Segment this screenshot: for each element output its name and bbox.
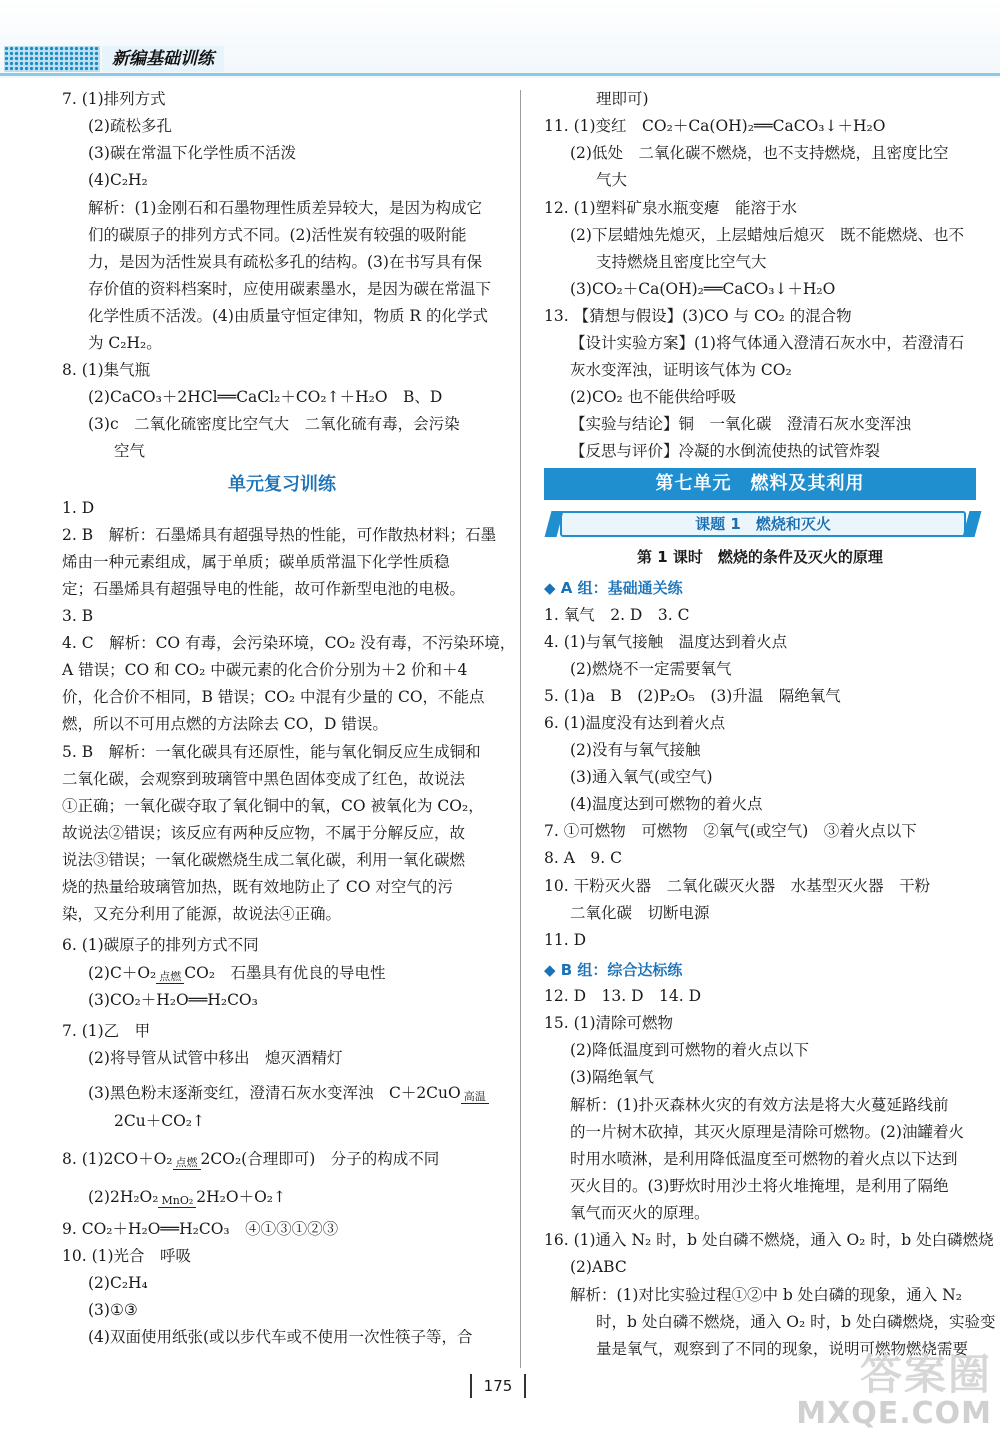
equation-8-2 xyxy=(88,1186,286,1214)
lesson-title-box: 课题 1 燃烧和灭火 xyxy=(560,511,966,537)
answer-line: (2)下层蜡烛先熄灭，上层蜡烛后熄灭 既不能燃烧、也不 xyxy=(570,226,964,244)
period-title: 第 1 课时 燃烧的条件及灭火的原理 xyxy=(637,548,883,566)
answer-line: 【实验与结论】铜 一氧化碳 澄清石灰水变浑浊 xyxy=(570,415,912,433)
answer-line: (2)燃烧不一定需要氧气 xyxy=(570,660,732,678)
answer-line: 7. (1)排列方式 xyxy=(62,90,166,108)
answer-line: 8. (1)集气瓶 xyxy=(62,361,151,379)
equation-text: (2)2H₂O₂ xyxy=(88,1188,159,1206)
reaction-condition xyxy=(158,1195,196,1214)
answer-line: (2)低处 二氧化碳不燃烧，也不支持燃烧，且密度比空 xyxy=(570,144,949,162)
analysis-line: 灭火目的。(3)野炊时用沙土将火堆掩埋，是利用了隔绝 xyxy=(570,1177,949,1195)
answer-line: 4. (1)与氧气接触 温度达到着火点 xyxy=(544,633,788,651)
group-a-label: ◆ A 组：基础通关练 xyxy=(544,579,683,597)
analysis-line: 化学性质不活泼。(4)由质量守恒定律知，物质 R 的化学式 xyxy=(88,307,488,325)
answer-line: 5. B 解析：一氧化碳具有还原性，能与氧化铜反应生成铜和 xyxy=(62,743,481,761)
group-b-label: ◆ B 组：综合达标练 xyxy=(544,961,683,979)
analysis-line: 价，化合价不相同，B 错误；CO₂ 中混有少量的 CO，不能点 xyxy=(62,688,485,706)
answer-line: 支持燃烧且密度比空气大 xyxy=(596,253,767,271)
header-title: 新编基础训练 xyxy=(102,46,224,72)
watermark-logo xyxy=(796,1338,998,1438)
answer-line: 6. (1)碳原子的排列方式不同 xyxy=(62,936,259,954)
answer-line: 12. D 13. D 14. D xyxy=(544,987,702,1005)
answer-line: 7. (1)乙 甲 xyxy=(62,1022,151,1040)
equation-text: CO₂ 石墨具有优良的导电性 xyxy=(184,964,386,982)
answer-line: 灰水变浑浊，证明该气体为 CO₂ xyxy=(570,361,792,379)
answer-line: 2Cu＋CO₂↑ xyxy=(114,1112,205,1130)
equation-text: 8. (1)2CO＋O₂ xyxy=(62,1150,173,1168)
answer-line: 11. (1)变红 CO₂＋Ca(OH)₂══CaCO₃↓＋H₂O xyxy=(544,117,886,135)
answer-line: 7. ①可燃物 可燃物 ②氧气(或空气) ③着火点以下 xyxy=(544,822,917,840)
answer-line: 4. C 解析：CO 有毒，会污染环境，CO₂ 没有毒，不污染环境， xyxy=(62,634,516,652)
answer-line: 13. 【猜想与假设】(3)CO 与 CO₂ 的混合物 xyxy=(544,307,852,325)
equation-7-3 xyxy=(88,1082,489,1110)
condition-label: 高温 xyxy=(461,1091,489,1104)
answer-line: 【反思与评价】冷凝的水倒流使热的试管炸裂 xyxy=(570,442,881,460)
analysis-line: 们的碳原子的排列方式不同。(2)活性炭有较强的吸附能 xyxy=(88,226,467,244)
answer-line: 15. (1)清除可燃物 xyxy=(544,1014,674,1032)
column-divider xyxy=(520,90,521,1368)
answer-line: (3)隔绝氧气 xyxy=(570,1068,654,1086)
analysis-line: 解析：(1)扑灭森林火灾的有效方法是将大火蔓延路线前 xyxy=(570,1096,949,1114)
answer-line: 5. (1)a B (2)P₂O₅ (3)升温 隔绝氧气 xyxy=(544,687,841,705)
analysis-line: 二氧化碳，会观察到玻璃管中黑色固体变成了红色，故说法 xyxy=(62,770,466,788)
section-title-unit-review: 单元复习训练 xyxy=(228,474,336,495)
reaction-condition xyxy=(173,1157,201,1176)
analysis-line: 染，又充分利用了能源，故说法④正确。 xyxy=(62,905,342,923)
header-dot-pattern xyxy=(4,46,100,72)
answer-line: (2)ABC xyxy=(570,1258,627,1276)
equation-text: 2CO₂(合理即可) 分子的构成不同 xyxy=(200,1150,440,1168)
analysis-line: 解析：(1)金刚石和石墨物理性质差异较大，是因为构成它 xyxy=(88,199,482,217)
answer-line: 二氧化碳 切断电源 xyxy=(570,904,710,922)
answer-line: (3)c 二氧化硫密度比空气大 二氧化硫有毒，会污染 xyxy=(88,415,460,433)
page-number: 175 xyxy=(470,1374,526,1398)
equation-text: (2)C＋O₂ xyxy=(88,964,157,982)
analysis-line: 烯由一种元素组成，属于单质；碳单质常温下化学性质稳 xyxy=(62,553,450,571)
answer-line: (2)CaCO₃＋2HCl══CaCl₂＋CO₂↑＋H₂O B、D xyxy=(88,388,443,406)
equation-8-1 xyxy=(62,1148,439,1176)
answer-line: (2)CO₂ 也不能供给呼吸 xyxy=(570,388,737,406)
answer-line: 6. (1)温度没有达到着火点 xyxy=(544,714,726,732)
analysis-line: 说法③错误；一氧化碳燃烧生成二氧化碳，利用一氧化碳燃 xyxy=(62,851,466,869)
answer-line: 空气 xyxy=(114,442,146,460)
answer-line: 12. (1)塑料矿泉水瓶变瘪 能溶于水 xyxy=(544,199,798,217)
header-rule xyxy=(0,73,1000,76)
analysis-line: 量是氧气，观察到了不同的现象，说明可燃物燃烧需要 xyxy=(596,1340,969,1358)
answer-line: 3. B xyxy=(62,607,94,625)
answer-line: (4)双面使用纸张(或以步代车或不使用一次性筷子等，合 xyxy=(88,1328,473,1346)
answer-line: 【设计实验方案】(1)将气体通入澄清石灰水中，若澄清石 xyxy=(570,334,964,352)
answer-line: 16. (1)通入 N₂ 时，b 处白磷不燃烧，通入 O₂ 时，b 处白磷燃烧 xyxy=(544,1231,994,1249)
unit-title-banner: 第七单元 燃料及其利用 xyxy=(544,468,976,500)
reaction-condition xyxy=(156,971,184,990)
answer-line: 理即可) xyxy=(596,90,649,108)
analysis-line: 为 C₂H₂。 xyxy=(88,334,162,352)
analysis-line: 力，是因为活性炭具有疏松多孔的结构。(3)在书写具有保 xyxy=(88,253,482,271)
answer-line: 8. A 9. C xyxy=(544,849,622,867)
analysis-line: A 错误；CO 和 CO₂ 中碳元素的化合价分别为＋2 价和＋4 xyxy=(62,661,468,679)
answer-line: (3)通入氧气(或空气) xyxy=(570,768,713,786)
equation-text: 2H₂O＋O₂↑ xyxy=(196,1188,286,1206)
answer-line: (4)C₂H₂ xyxy=(88,171,148,189)
answer-line: 9. CO₂＋H₂O══H₂CO₃ ④①③①②③ xyxy=(62,1220,339,1238)
answer-line: 1. D xyxy=(62,499,95,517)
watermark-text: 答案圈 xyxy=(859,1350,992,1399)
answer-line: 10. (1)光合 呼吸 xyxy=(62,1247,192,1265)
equation-text: (3)黑色粉末逐渐变红，澄清石灰水变浑浊 C＋2CuO xyxy=(88,1084,461,1102)
equation-6-3: (3)CO₂＋H₂O══H₂CO₃ xyxy=(88,991,258,1009)
analysis-line: 的一片树木砍掉，其灭火原理是清除可燃物。(2)油罐着火 xyxy=(570,1123,964,1141)
answer-line: (3)①③ xyxy=(88,1301,138,1319)
answer-line: (2)C₂H₄ xyxy=(88,1274,148,1292)
reaction-condition xyxy=(461,1091,489,1110)
answer-line: (2)没有与氧气接触 xyxy=(570,741,701,759)
answer-line: 2. B 解析：石墨烯具有超强导热的性能，可作散热材料；石墨 xyxy=(62,526,497,544)
answer-line: 10. 干粉灭火器 二氧化碳灭火器 水基型灭火器 干粉 xyxy=(544,877,931,895)
answer-line: (3)CO₂＋Ca(OH)₂══CaCO₃↓＋H₂O xyxy=(570,280,836,298)
analysis-line: 烧的热量给玻璃管加热，既有效地防止了 CO 对空气的污 xyxy=(62,878,453,896)
answer-line: (4)温度达到可燃物的着火点 xyxy=(570,795,763,813)
analysis-line: 燃，所以不可用点燃的方法除去 CO，D 错误。 xyxy=(62,715,388,733)
analysis-line: ①正确；一氧化碳夺取了氧化铜中的氧，CO 被氧化为 CO₂， xyxy=(62,797,484,815)
watermark-url: MXQE.COM xyxy=(796,1396,992,1431)
analysis-line: 时用水喷淋，是利用降低温度至可燃物的着火点以下达到 xyxy=(570,1150,958,1168)
answer-line: (2)将导管从试管中移出 熄灭酒精灯 xyxy=(88,1049,343,1067)
analysis-line: 故说法②错误；该反应有两种反应物，不属于分解反应，故 xyxy=(62,824,466,842)
analysis-line: 解析：(1)对比实验过程①②中 b 处白磷的现象，通入 N₂ xyxy=(570,1286,962,1304)
analysis-line: 氧气而灭火的原理。 xyxy=(570,1204,710,1222)
condition-label: 点燃 xyxy=(156,971,184,984)
answer-line: 11. D xyxy=(544,931,587,949)
analysis-line: 存价值的资料档案时，应使用碳素墨水，是因为碳在常温下 xyxy=(88,280,492,298)
analysis-line: 定；石墨烯具有超强导电的性能，故可作新型电池的电极。 xyxy=(62,580,466,598)
answer-line: (2)降低温度到可燃物的着火点以下 xyxy=(570,1041,809,1059)
answer-line: 1. 氧气 2. D 3. C xyxy=(544,606,690,624)
condition-label: 点燃 xyxy=(173,1157,201,1170)
answer-line: (2)疏松多孔 xyxy=(88,117,172,135)
answer-line: 气大 xyxy=(596,171,628,189)
equation-6-2 xyxy=(88,962,386,990)
condition-label: MnO₂ xyxy=(158,1195,196,1208)
answer-line: (3)碳在常温下化学性质不活泼 xyxy=(88,144,296,162)
analysis-line: 时，b 处白磷不燃烧，通入 O₂ 时，b 处白磷燃烧，实验变 xyxy=(596,1313,996,1331)
